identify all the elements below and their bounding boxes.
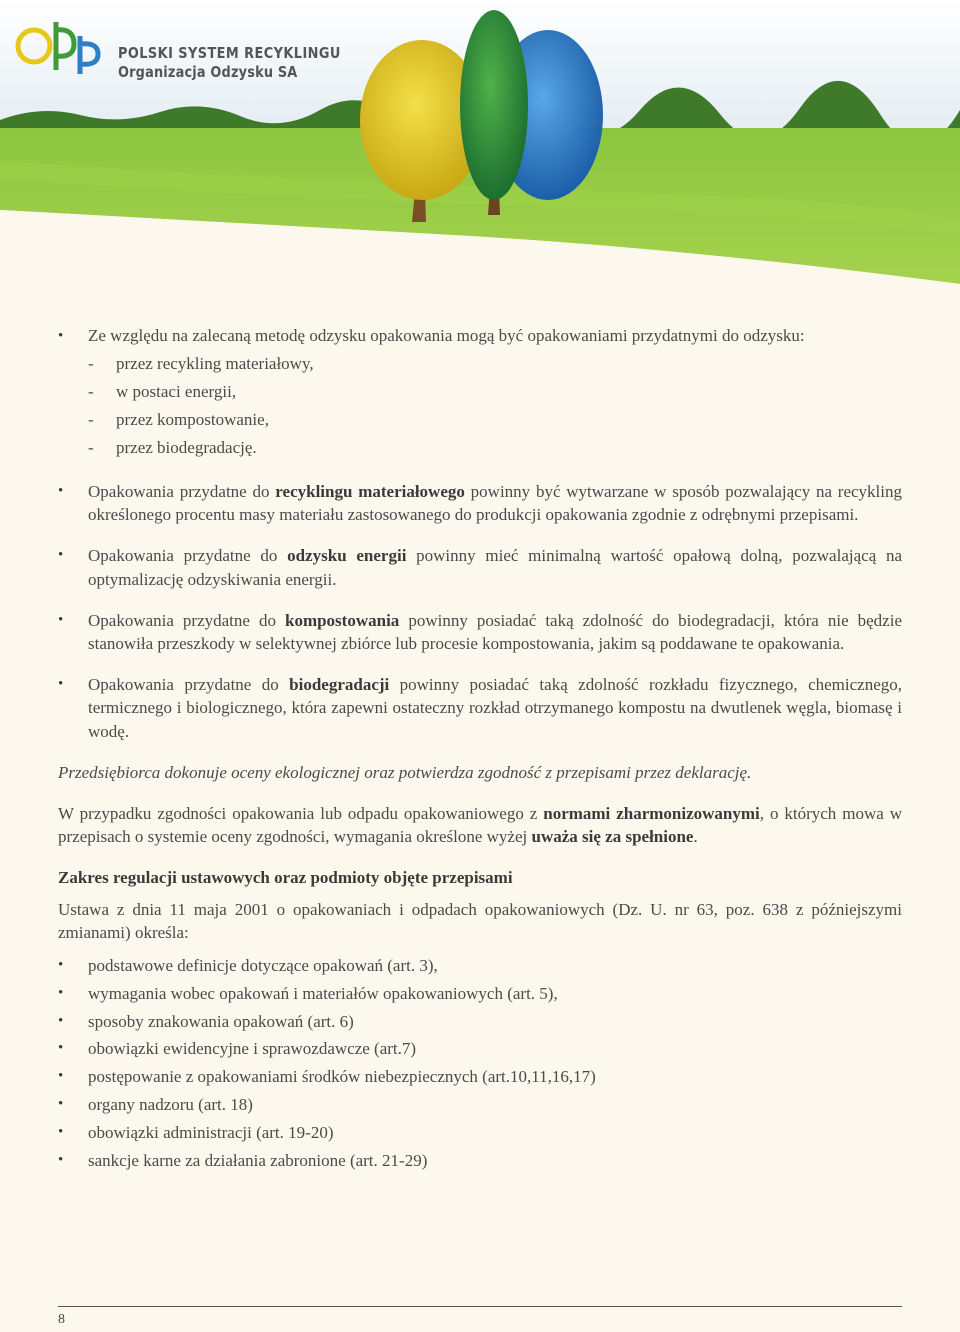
page-number: 8: [58, 1312, 65, 1327]
list-item: • podstawowe definicje dotyczące opakowań (art. 3),: [58, 952, 902, 980]
list-item: • sankcje karne za działania zabronione (art. 21-29): [58, 1147, 902, 1175]
list-item: • organy nadzoru (art. 18): [58, 1091, 902, 1119]
opr-logo-icon: [12, 10, 102, 82]
bullet-text: Opakowania przydatne do: [88, 482, 276, 501]
list-item: • sposoby znakowania opakowań (art. 6): [58, 1008, 902, 1036]
conformity-paragraph: [58, 802, 902, 848]
bullet-recycling: [58, 480, 902, 526]
logo-company-name: POLSKI SYSTEM RECYKLINGU: [118, 44, 341, 62]
bullet-bold-term: biodegradacji: [289, 675, 390, 695]
list-item: • wymagania wobec opakowań i materiałów opakowaniowych (art. 5),: [58, 980, 902, 1008]
bullet-text: Opakowania przydatne do: [88, 610, 285, 630]
bullet-text: powinny być wytwarzane w sposób pozwalający na recykling określonego procentu masy materiału zastosowanego do produkcji opakowania zgodnie z odrębnymi przepisami.: [88, 482, 902, 525]
section-heading: Zakres regulacji ustawowych oraz podmioty objęte przepisami: [58, 868, 513, 888]
list-item: • obowiązki ewidencyjne i sprawozdawcze (art.7): [58, 1035, 902, 1063]
bullet-text: powinny posiadać taką zdolność rozkładu fizycznego, chemicznego, termicznego i biologicznego, która zapewni ostateczny rozkład otrzymanego kompostu na dwutlenek węgla, biomasę i wodę.: [88, 675, 902, 741]
bullet-bold-term: kompostowania: [284, 610, 400, 630]
list-item: • obowiązki administracji (art. 19-20): [58, 1119, 902, 1147]
conformity-bold: uważa się za spełnione: [531, 827, 694, 847]
main-content: [58, 322, 902, 1174]
conformity-text: .: [693, 827, 698, 847]
law-intro: Ustawa z dnia 11 maja 2001 o opakowaniach i odpadach opakowaniowych (Dz. U. nr 63, poz. 638 z późniejszymi zmianami) określa:: [58, 899, 902, 942]
italic-note: Przedsiębiorca dokonuje oceny ekologicznej oraz potwierdza zgodność z przepisami przez deklarację.: [58, 762, 752, 782]
footer-divider: [58, 1306, 902, 1307]
dash-item: - w postaci energii,: [58, 378, 902, 406]
dash-item: - przez biodegradację.: [58, 434, 902, 462]
conformity-bold: normami zharmonizowanymi: [543, 804, 760, 824]
company-logo[interactable]: [12, 10, 341, 90]
bullet-energy: [58, 544, 902, 590]
logo-company-subtitle: Organizacja Odzysku SA: [118, 63, 298, 81]
bullet-bold-term: recyklingu materiałowego: [275, 482, 465, 501]
dash-item: - przez recykling materiałowy,: [58, 350, 902, 378]
list-item: • postępowanie z opakowaniami środków niebezpiecznych (art.10,11,16,17): [58, 1063, 902, 1091]
conformity-text: , o których mowa w przepisach o systemie oceny zgodności, wymagania określone wyżej: [58, 804, 902, 847]
bullet-bold-term: odzysku energii: [287, 546, 407, 566]
bullet-biodegradation: [58, 673, 902, 743]
law-list: [58, 952, 902, 1174]
intro-bullet: [58, 322, 902, 350]
conformity-text: W przypadku zgodności opakowania lub odpadu opakowaniowego z: [58, 804, 544, 824]
bullet-text: powinny posiadać taką zdolność do biodegradacji, która nie będzie stanowiła przeszkody w selektywnej zbiórce lub procesie kompostowania, jakim są poddawane te opakowania.: [88, 610, 902, 654]
dash-item: - przez kompostowanie,: [58, 406, 902, 434]
header-banner: [0, 0, 960, 300]
intro-text: Ze względu na zalecaną metodę odzysku opakowania mogą być opakowaniami przydatnymi do odzysku:: [88, 326, 805, 345]
bullet-composting: [58, 609, 902, 655]
bullet-text: powinny mieć minimalną wartość opałową dolną, pozwalającą na optymalizację odzyskiwania energii.: [88, 546, 903, 589]
bullet-text: Opakowania przydatne do: [88, 546, 288, 566]
bullet-text: Opakowania przydatne do: [88, 675, 290, 695]
